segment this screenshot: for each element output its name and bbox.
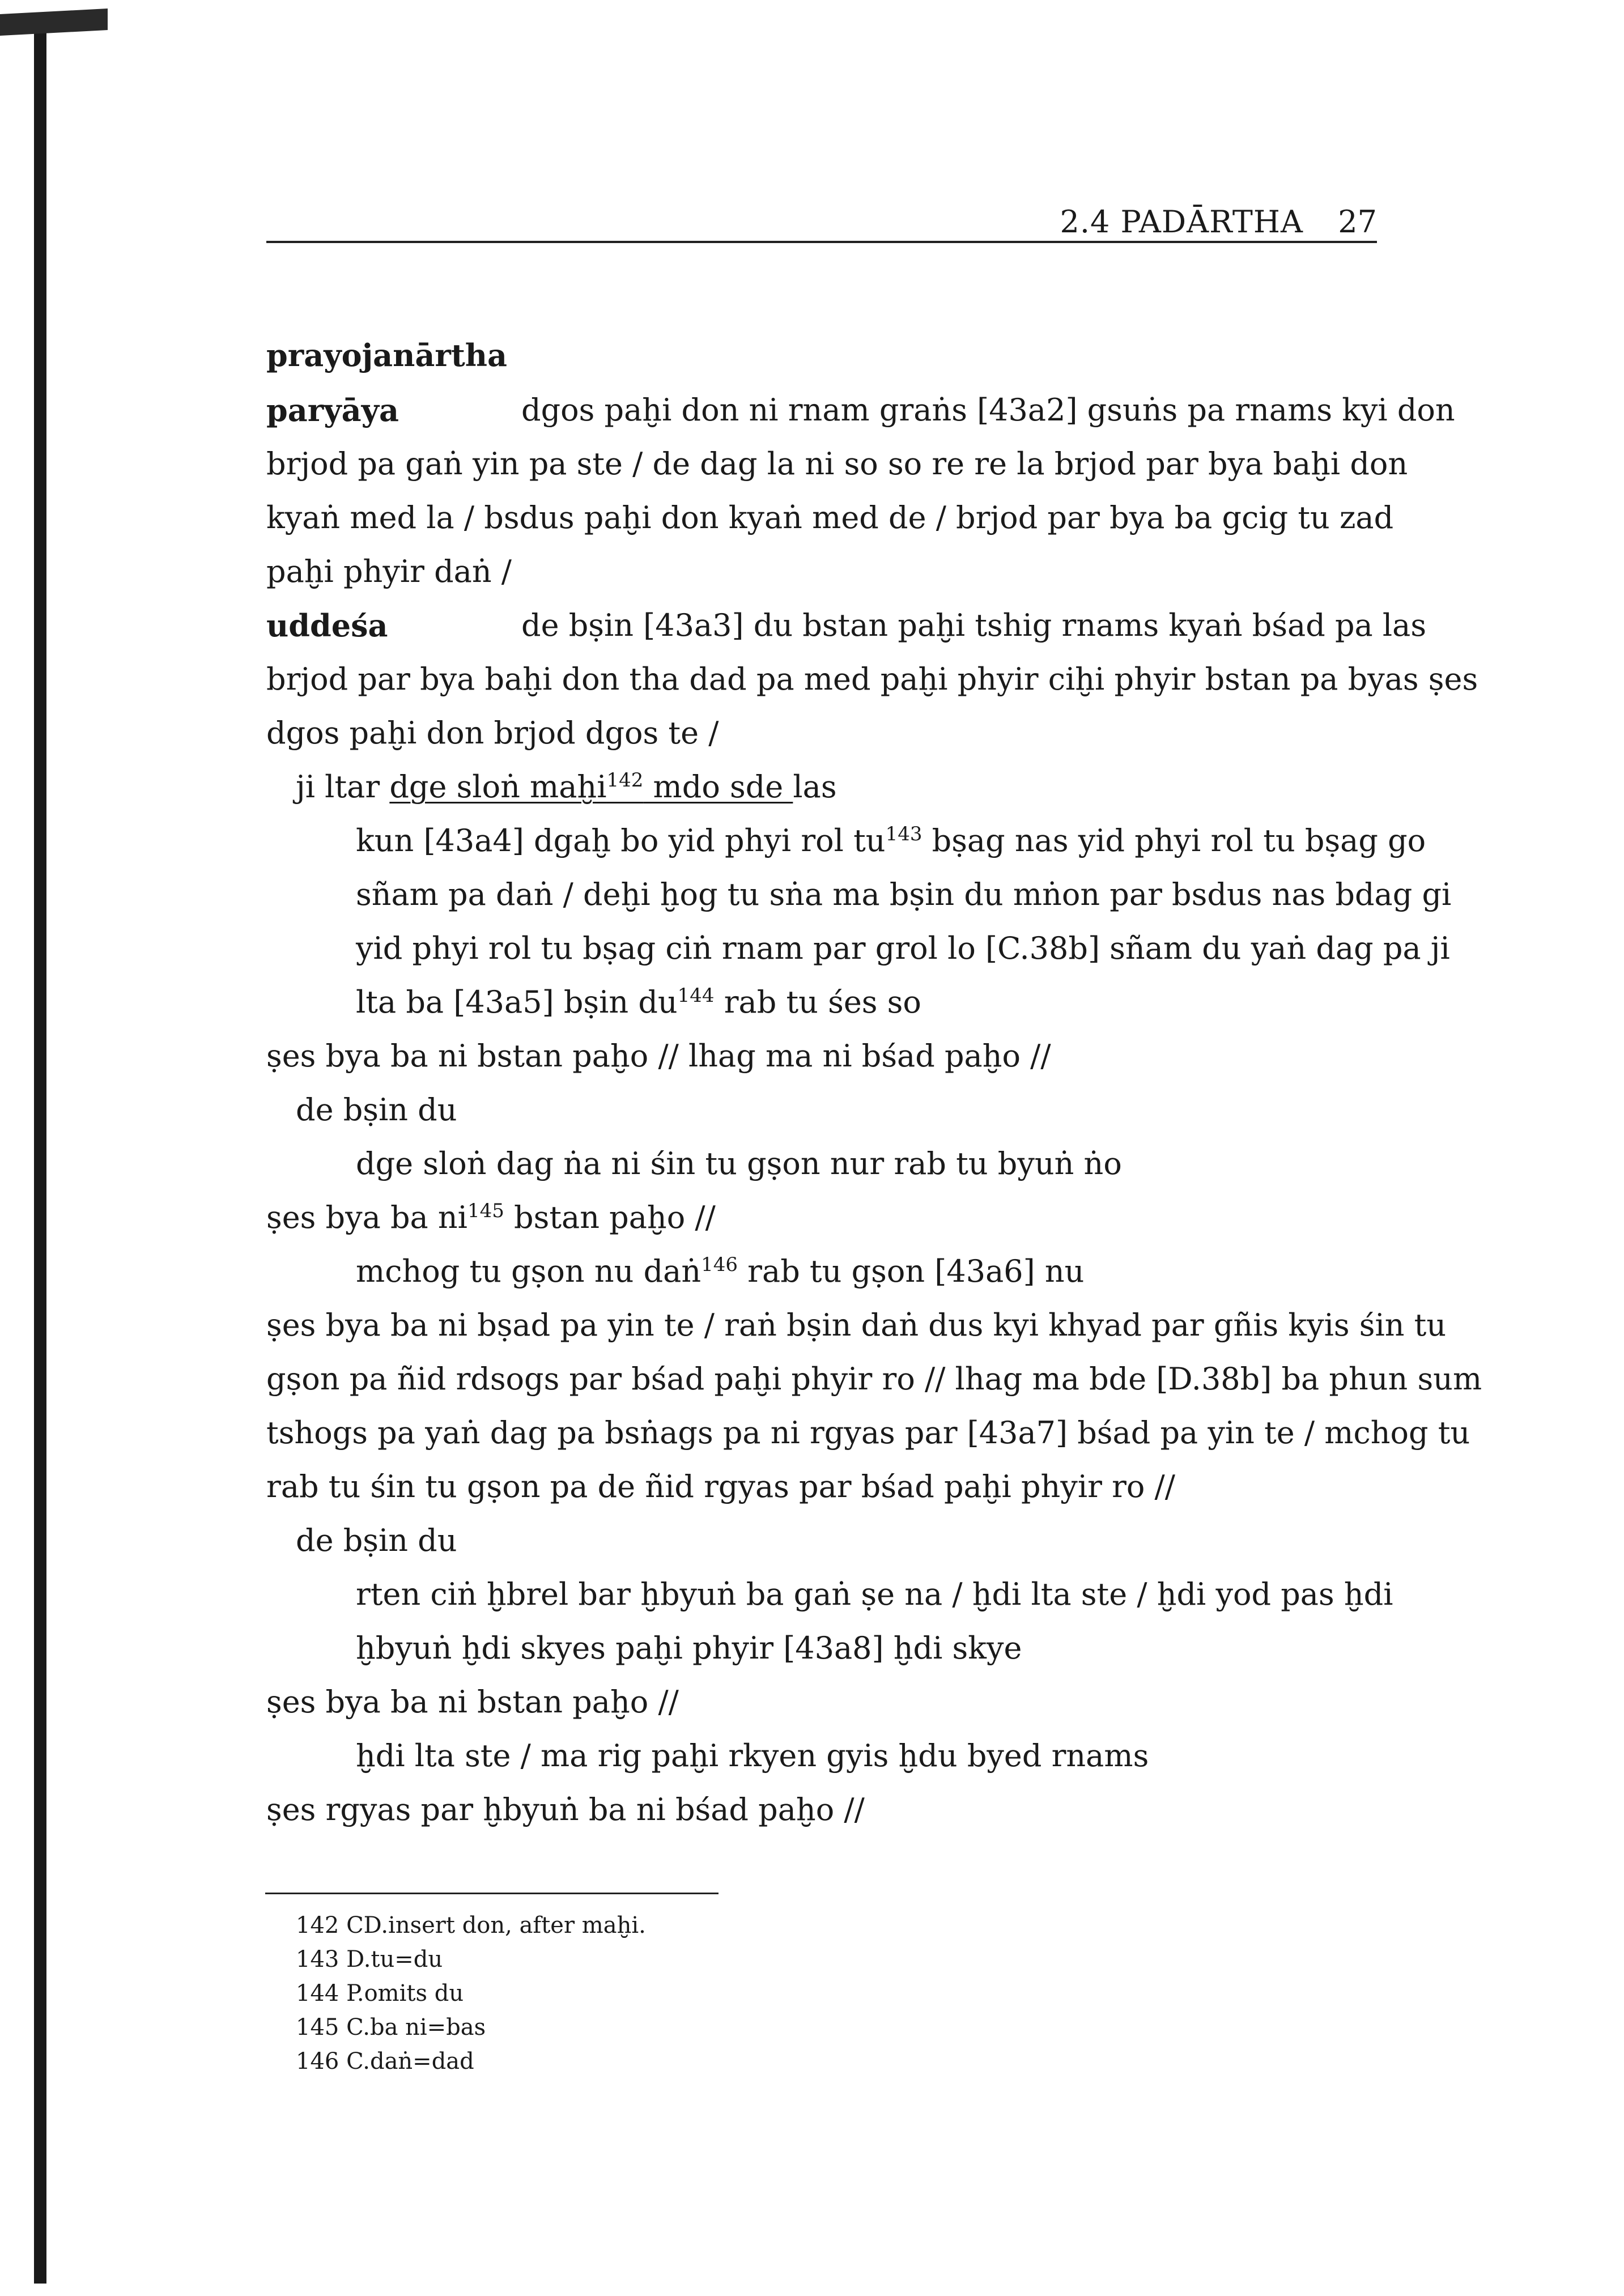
body-line-16 [266, 1202, 716, 1233]
quote-line-10: sñam pa daṅ / deḫi ḫog tu sṅa ma bṣin du mṅon par bsdus nas bdag gi [356, 877, 1452, 912]
quote-line-11: yid phyi rol tu bṣag ciṅ rnam par grol lo [C.38b] sñam du yaṅ dag pa ji [356, 930, 1450, 966]
footnote-ref-142: 142 [606, 769, 644, 792]
text-segment: bstan paḫo // [504, 1200, 716, 1235]
section-title: 2.4 PADĀRTHA [1060, 204, 1303, 240]
quote-line-24: ḫbyuṅ ḫdi skyes paḫi phyir [43a8] ḫdi skye [356, 1630, 1022, 1666]
term-paryaya: paryāya [266, 392, 399, 428]
text-segment: kun [43a4] dgaḫ bo yid phyi rol tu [356, 823, 886, 858]
quote-line-26: ḫdi lta ste / ma rig paḫi rkyen gyis ḫdu byed rnams [356, 1738, 1149, 1774]
body-line-21: rab tu śin tu gṣon pa de ñid rgyas par bśad paḫi phyir ro // [266, 1469, 1175, 1504]
quote-line-17 [356, 1253, 1085, 1289]
heading: prayojanārtha [266, 337, 508, 373]
text-segment: mchog tu gṣon nu daṅ [356, 1253, 702, 1289]
text-segment: mdo sde [643, 769, 793, 805]
running-header [266, 201, 1377, 243]
body-line-18: ṣes bya ba ni bṣad pa yin te / raṅ bṣin daṅ dus kyi khyad par gñis kyis śin tu [266, 1307, 1447, 1343]
text-segment: rab tu śes so [714, 984, 921, 1020]
text-segment: dge sloṅ maḫi [389, 769, 607, 805]
body-line-13: ṣes bya ba ni bstan paḫo // lhag ma ni bśad paḫo // [266, 1038, 1051, 1074]
footnote-ref-144: 144 [677, 984, 715, 1007]
body-line-3: kyaṅ med la / bsdus paḫi don kyaṅ med de / brjod par bya ba gcig tu zad [266, 500, 1394, 535]
page-number: 27 [1338, 204, 1377, 240]
body-line-5: de bṣin [43a3] du bstan paḫi tshig rnams kyaṅ bśad pa las [521, 607, 1427, 643]
text-segment: bṣag nas yid phyi rol tu bṣag go [922, 823, 1426, 858]
body-line-7: dgos paḫi don brjod dgos te / [266, 715, 719, 751]
footnote-ref-145: 145 [467, 1200, 504, 1222]
underlined-title [389, 769, 793, 805]
binding-corner [0, 8, 108, 36]
footnote-142: 142 CD.insert don, after maḫi. [296, 1912, 646, 1938]
body-line-2: brjod pa gaṅ yin pa ste / de dag la ni so so re re la brjod par bya baḫi don [266, 446, 1408, 482]
text-segment: ṣes bya ba ni [266, 1200, 467, 1235]
body-line-8 [296, 769, 837, 805]
text-segment: ji ltar [296, 769, 390, 805]
text-segment: las [793, 769, 837, 805]
body-line-27: ṣes rgyas par ḫbyuṅ ba ni bśad paḫo // [266, 1792, 865, 1827]
text-segment: lta ba [43a5] bṣin du [356, 984, 678, 1020]
quote-line-12 [356, 984, 921, 1020]
body-line-25: ṣes bya ba ni bstan paḫo // [266, 1684, 679, 1720]
body-line-6: brjod par bya baḫi don tha dad pa med paḫi phyir ciḫi phyir bstan pa byas ṣes [266, 661, 1478, 697]
body-line-20: tshogs pa yaṅ dag pa bsṅags pa ni rgyas par [43a7] bśad pa yin te / mchog tu [266, 1415, 1470, 1451]
footnote-ref-146: 146 [701, 1253, 738, 1276]
body-line-1: dgos paḫi don ni rnam graṅs [43a2] gsuṅs pa rnams kyi don [521, 392, 1455, 428]
quote-line-23: rten ciṅ ḫbrel bar ḫbyuṅ ba gaṅ ṣe na / ḫdi lta ste / ḫdi yod pas ḫdi [356, 1576, 1393, 1612]
body-line-4: paḫi phyir daṅ / [266, 554, 512, 589]
term-uddesa: uddeśa [266, 607, 388, 644]
footnote-146: 146 C.daṅ=dad [296, 2048, 474, 2074]
footnote-rule [265, 1893, 719, 1894]
body-line-22: de bṣin du [296, 1523, 457, 1558]
body-line-14: de bṣin du [296, 1092, 457, 1128]
footnote-144: 144 P.omits du [296, 1980, 464, 2006]
footnote-ref-143: 143 [885, 823, 922, 845]
footnote-145: 145 C.ba ni=bas [296, 2014, 486, 2040]
binding-edge [34, 23, 46, 2284]
quote-line-9 [356, 823, 1426, 858]
body-line-19: gṣon pa ñid rdsogs par bśad paḫi phyir ro // lhag ma bde [D.38b] ba phun sum [266, 1361, 1482, 1397]
quote-line-15: dge sloṅ dag ṅa ni śin tu gṣon nur rab tu byuṅ ṅo [356, 1146, 1122, 1181]
text-segment: rab tu gṣon [43a6] nu [738, 1253, 1085, 1289]
footnote-143: 143 D.tu=du [296, 1946, 443, 1972]
